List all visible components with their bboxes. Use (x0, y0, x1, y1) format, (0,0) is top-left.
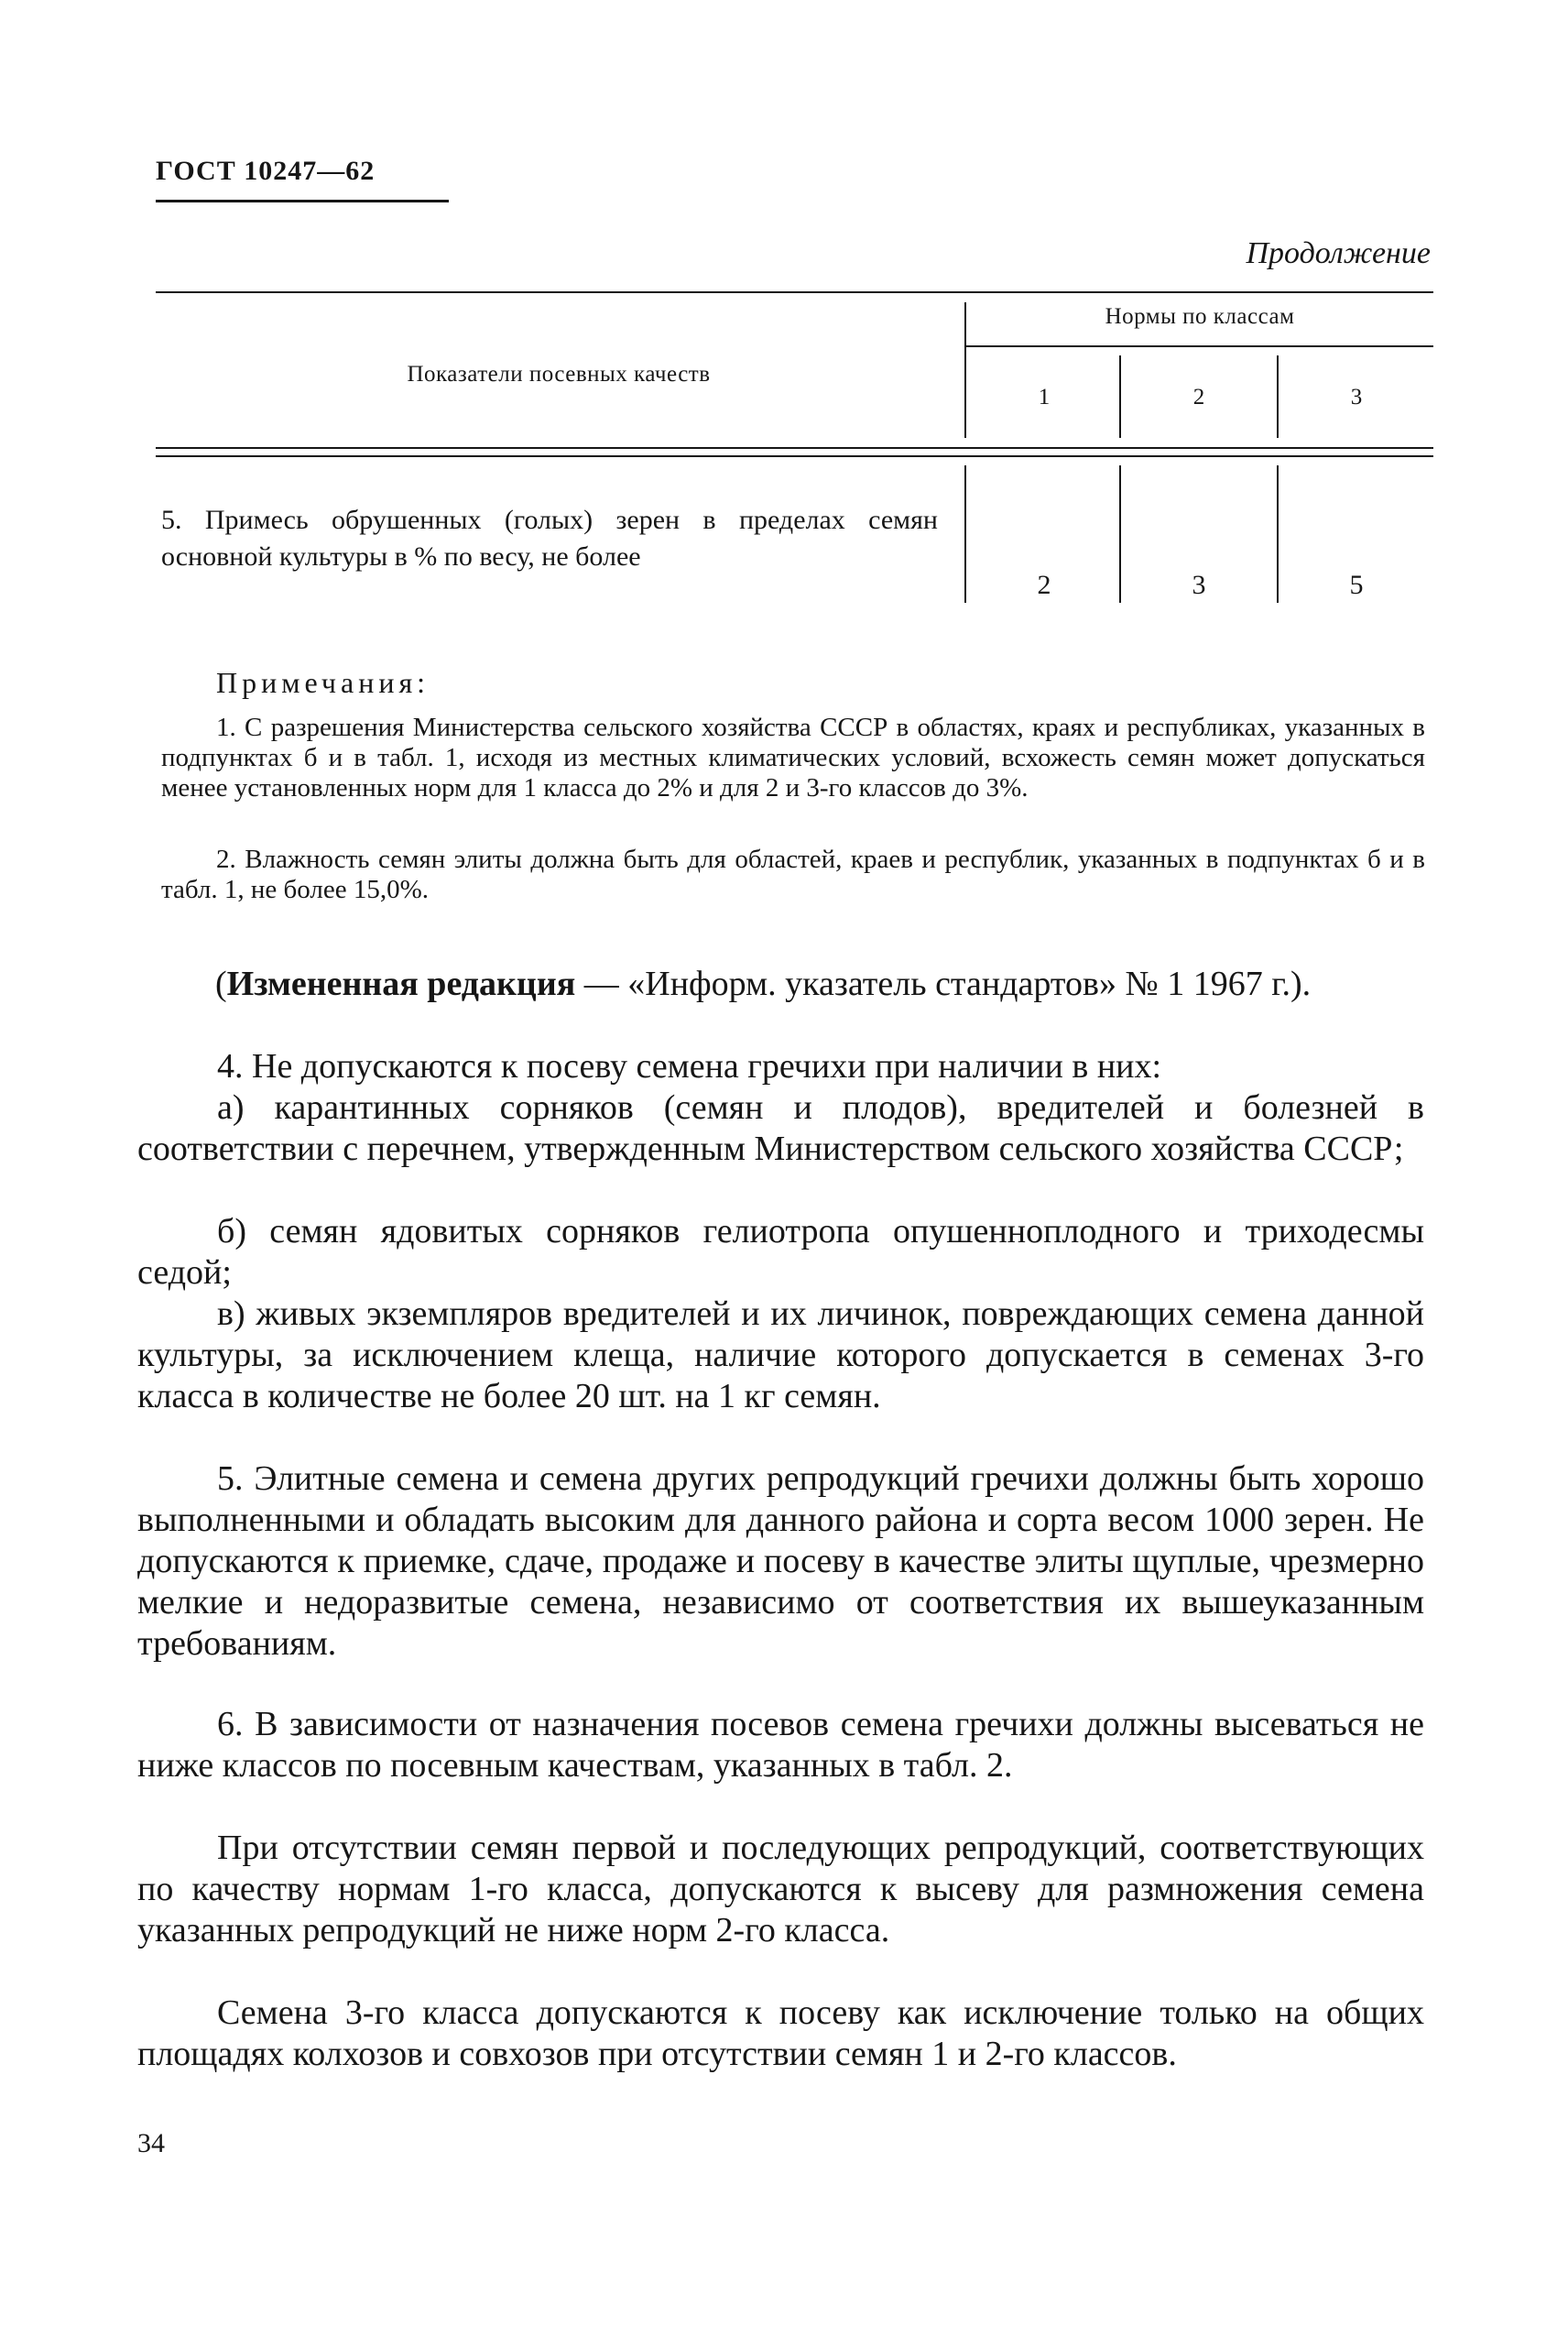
document-header: ГОСТ 10247—62 (156, 156, 376, 186)
paragraph-4b: б) семян ядовитых сорняков гелиотропа опушенноплодного и триходесмы седой; (137, 1212, 1424, 1292)
table-header-rule (156, 447, 1433, 449)
paragraph-4: 4. Не допускаются к посеву семена гречихи при наличии в них: (217, 1047, 1162, 1086)
column-header-norms: Нормы по классам (1105, 304, 1295, 329)
table-header-rule (156, 455, 1433, 457)
column-header-indicators: Показатели посевных качеств (407, 362, 711, 387)
note-2: 2. Влажность семян элиты должна быть для областей, краев и республик, указанных в подпунктах б и в табл. 1, не более 15,0%. (161, 845, 1425, 904)
class-header-3: 3 (1350, 385, 1363, 410)
class-header-1: 1 (1038, 385, 1051, 410)
paragraph-7: При отсутствии семян первой и последующих репродукций, соответствующих по качеству нормам 1-го класса, допускаются к высеву для размножения семена указанных репродукций не ниже норм 2-го класса. (137, 1829, 1424, 1949)
paragraph-4a: а) карантинных сорняков (семян и плодов), вредителей и болезней в соответствии с перечнем, утвержденным Министерством сельского хозяйства СССР; (137, 1088, 1424, 1168)
amendment-text: — «Информ. указатель стандартов» № 1 1967 г.). (575, 965, 1312, 1003)
continuation-label: Продолжение (1246, 236, 1431, 270)
table-row-label: 5. Примесь обрушенных (голых) зерен в пределах семян основной культуры в % по весу, не более (161, 505, 938, 572)
amendment-bold: Измененная редакция (226, 965, 576, 1003)
notes-title: Примечания: (216, 666, 430, 699)
header-rule (156, 200, 449, 202)
note-1: 1. С разрешения Министерства сельского хозяйства СССР в областях, краях и республиках, указанных в подпунктах б и в табл. 1, исходя из местных климатических условий, всхожесть семян может допускаться менее установленных норм для 1 класса до 2% и для 2 и 3-го классов до 3%. (161, 713, 1425, 803)
paragraph-5: 5. Элитные семена и семена других репродукций гречихи должны быть хорошо выполненными и обладать высоким для данного района и сорта весом 1000 зерен. Не допускаются к приемке, сдаче, продаже и посеву в качестве элиты щуплые, чрезмерно мелкие и недоразвитые семена, независимо от соответствия их вышеуказанным требованиям. (137, 1459, 1424, 1663)
paragraph-6: 6. В зависимости от назначения посевов семена гречихи должны высеваться не ниже классов по посевным качествам, указанных в табл. 2. (137, 1705, 1424, 1785)
table-cell-class-3: 5 (1349, 570, 1364, 600)
paragraph-8: Семена 3-го класса допускаются к посеву как исключение только на общих площадях колхозов и совхозов при отсутствии семян 1 и 2-го классов. (137, 1993, 1424, 2073)
table-top-rule (156, 291, 1433, 293)
table-cell-class-1: 2 (1037, 570, 1051, 600)
table-cell-class-2: 3 (1192, 570, 1206, 600)
norms-subheader-rule (966, 345, 1433, 347)
page-number: 34 (137, 2128, 165, 2158)
amendment-note: (Измененная редакция — «Информ. указатель стандартов» № 1 1967 г.). (215, 965, 1312, 1003)
paragraph-4c: в) живых экземпляров вредителей и их личинок, повреждающих семена данной культуры, за исключением клеща, наличие которого допускается в семенах 3-го класса в количестве не более 20 шт. на 1 кг семян. (137, 1294, 1424, 1415)
class-header-2: 2 (1192, 385, 1205, 410)
